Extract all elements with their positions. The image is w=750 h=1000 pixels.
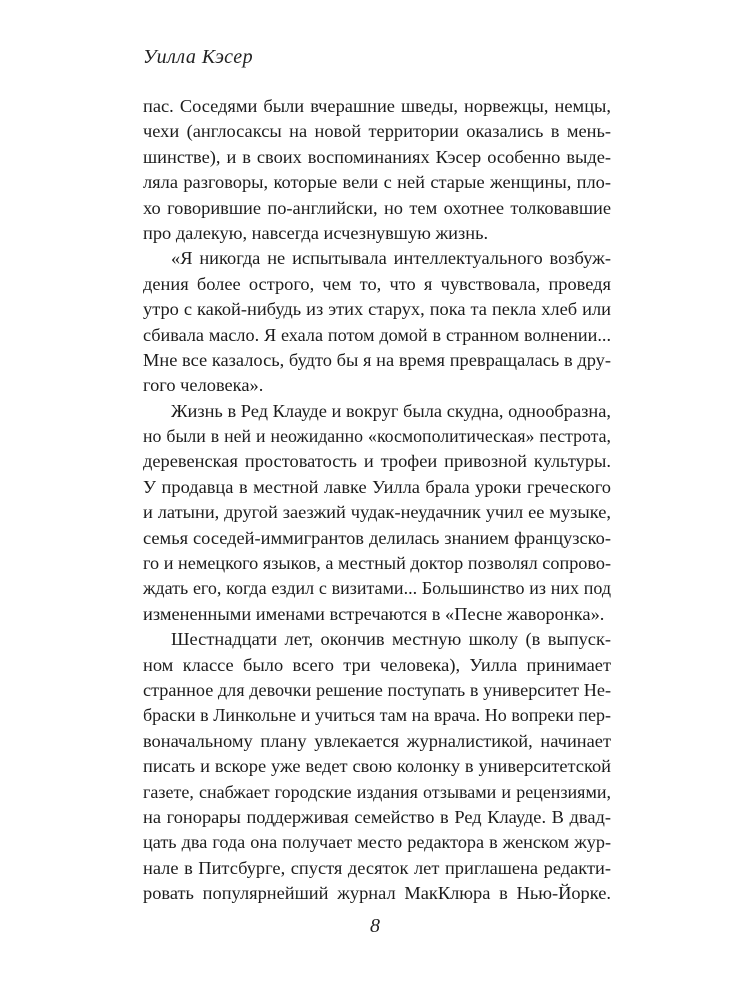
text-line: чехи (англосаксы на новой территории оказались в мень- [143, 121, 611, 142]
text-line: на гонорары поддерживая семейство в Ред Клауде. В двад- [143, 806, 611, 827]
text-line: Мне все казалось, будто бы я на время превращалась в дру- [143, 349, 611, 370]
text-line: ном классе было всего три человека), Уилла принимает [143, 654, 611, 675]
text-line: нале в Питсбурге, спустя десяток лет приглашена редакти- [143, 857, 611, 878]
paragraph [143, 94, 611, 246]
text-line: про далекую, навсегда исчезнувшую жизнь. [143, 222, 489, 243]
page-number: 8 [370, 915, 380, 937]
text-line: ждать его, когда ездил с визитами... Большинство из них под [143, 578, 611, 599]
text-line: сбивала масло. Я ехала потом домой в странном волнении... [143, 324, 611, 345]
text-line: шинстве), и в своих воспоминаниях Кэсер особенно выде- [143, 146, 611, 167]
text-line: пас. Соседями были вчерашние шведы, норвежцы, немцы, [143, 96, 611, 116]
text-line: странное для девочки решение поступать в университет Не- [143, 679, 611, 700]
running-head: Уилла Кэсер [143, 46, 254, 68]
text-line: ляла разговоры, которые вели с ней старые женщины, пло- [143, 172, 611, 193]
text-line: цать два года она получает место редактора в женском жур- [143, 832, 611, 853]
paragraph [143, 627, 611, 906]
paragraph [143, 399, 611, 628]
text-line: го и немецкого языков, а местный доктор позволял сопрово- [143, 553, 611, 574]
text-line: воначальному плану увлекается журналистикой, начинает [143, 730, 611, 751]
text-line: и латыни, другой заезжий чудак-неудачник учил ее музыке, [143, 502, 611, 523]
body-text [143, 94, 611, 907]
paragraph [143, 246, 611, 398]
text-line: Жизнь в Ред Клауде и вокруг была скудна, однообразна, [171, 400, 611, 421]
text-line: утро с какой-нибудь из этих старух, пока та пекла хлеб или [143, 299, 611, 320]
text-line: семья соседей-иммигрантов делилась знанием французско- [143, 527, 611, 548]
text-line: гого человека». [143, 375, 264, 396]
text-line: «Я никогда не испытывала интеллектуального возбуж- [171, 248, 611, 269]
text-line: Шестнадцати лет, окончив местную школу (в выпуск- [171, 629, 611, 650]
text-line: хо говорившие по-английски, но тем охотнее толковавшие [143, 197, 611, 218]
text-line: газете, снабжает городские издания отзывами и рецензиями, [143, 781, 611, 802]
text-line: ровать популярнейший журнал МакКлюра в Нью-Йорке. [143, 883, 611, 904]
text-line: измененными именами встречаются в «Песне жаворонка». [143, 603, 605, 624]
text-line: браски в Линкольне и учиться там на врача. Но вопреки пер- [143, 705, 611, 726]
text-line: писать и вскоре уже ведет свою колонку в университетской [143, 756, 611, 777]
text-line: У продавца в местной лавке Уилла брала уроки греческого [143, 476, 611, 497]
text-line: дения более острого, чем то, что я чувствовала, проведя [143, 273, 611, 294]
text-line: но были в ней и неожиданно «космополитическая» пестрота, [143, 426, 611, 447]
text-line: деревенская простоватость и трофеи привозной культуры. [143, 451, 611, 472]
